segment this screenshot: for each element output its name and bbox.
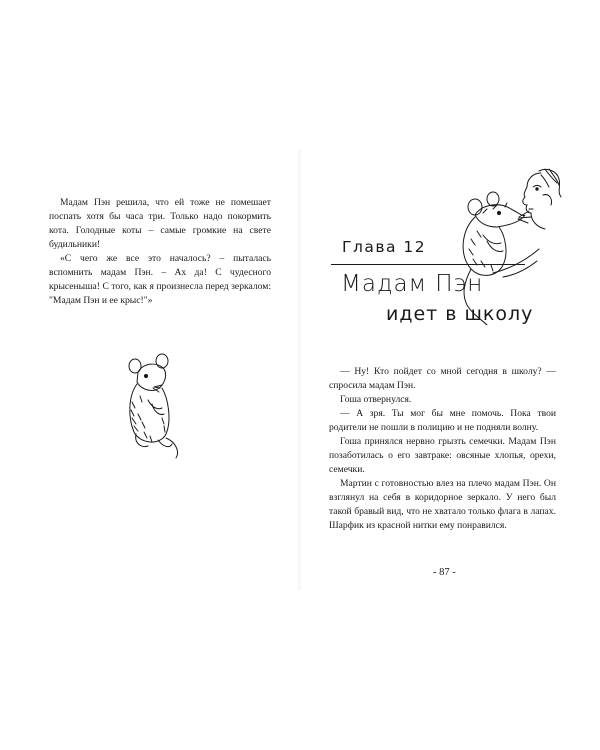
page-number: - 87 - [433, 567, 456, 578]
right-page [301, 0, 600, 750]
left-page-text [49, 196, 271, 308]
left-paragraph-2: «С чего же все это началось? – пыталась вспомнить мадам Пэн. – Ах да! С чудесного крысеныша! С того, как я произнесла перед зеркалом: "Мадам Пэн и ее крыс!"» [49, 253, 271, 306]
chapter-label: Глава 12 [342, 238, 427, 256]
left-paragraph-1: Мадам Пэн решила, что ей тоже не помешает поспать хотя бы часа три. Только надо покормить кота. Голодные коты – самые громкие на свете будильники! [49, 197, 271, 250]
right-paragraph-1: — Ну! Кто пойдет со мной сегодня в школу? — спросила мадам Пэн. [329, 366, 556, 391]
right-paragraph-4: Гоша принялся нервно грызть семечки. Мадам Пэн позаботилась о его завтраке: овсяные хлопья, орехи, семечки. [329, 436, 556, 475]
left-page [0, 0, 299, 750]
rat-illustration [118, 352, 188, 462]
right-paragraph-3: — А зря. Ты мог бы мне помочь. Пока твои родители не пошли в полицию и не подняли волну. [329, 408, 556, 433]
right-paragraph-5: Мартин с готовностью влез на плечо мадам Пэн. Он взглянул на себя в коридорное зеркало. У него был такой бравый вид, что не хватало только флага в лапах. Шарфик из красной нитки ему понравился. [329, 478, 556, 531]
right-paragraph-2: Гоша отвернулся. [340, 394, 412, 405]
right-page-text [329, 365, 556, 533]
chapter-title-line1: Мадам Пэн [341, 271, 484, 297]
chapter-title-line2: идет в школу [386, 303, 534, 325]
rat-on-shoulder-illustration [453, 165, 563, 325]
